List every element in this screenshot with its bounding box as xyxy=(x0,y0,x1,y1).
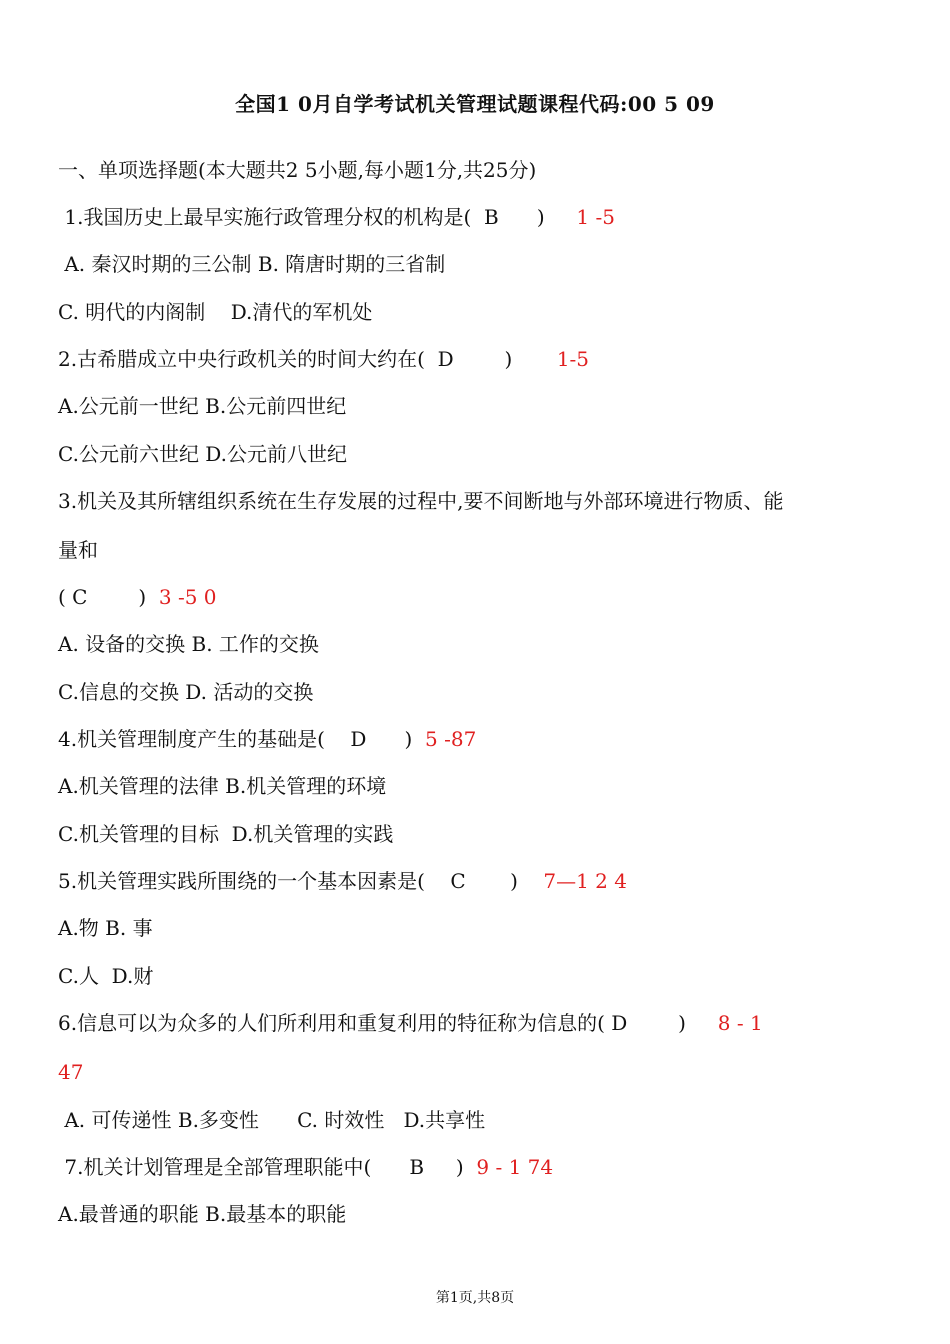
section-heading: 一、单项选择题(本大题共2 5小题,每小题1分,共25分) xyxy=(58,158,537,182)
question-2-options-b: C.公元前六世纪 D.公元前八世纪 xyxy=(58,442,347,466)
question-1 xyxy=(58,203,615,231)
question-1-options-a: A. 秦汉时期的三公制 B. 隋唐时期的三省制 xyxy=(58,252,446,276)
bracket: ) xyxy=(453,347,557,371)
question-5-options-a: A.物 B. 事 xyxy=(58,916,153,940)
reference-mark: 5 -87 xyxy=(425,727,477,751)
question-text: 5.机关管理实践所围绕的一个基本因素是( xyxy=(58,869,451,893)
bracket: ) xyxy=(465,869,544,893)
question-3-answer-line xyxy=(58,583,217,611)
question-text: 4.机关管理制度产生的基础是( xyxy=(58,727,351,751)
question-6 xyxy=(58,1009,763,1037)
question-2 xyxy=(58,345,589,373)
question-3: 3.机关及其所辖组织系统在生存发展的过程中,要不间断地与外部环境进行物质、能 xyxy=(58,489,784,513)
question-4 xyxy=(58,725,476,753)
question-2-options-a: A.公元前一世纪 B.公元前四世纪 xyxy=(58,394,347,418)
bracket: ) xyxy=(498,205,577,229)
reference-mark: 1-5 xyxy=(556,347,590,371)
bracket: ( xyxy=(58,585,73,609)
answer: B xyxy=(409,1155,425,1179)
question-5 xyxy=(58,867,627,895)
question-3-continued: 量和 xyxy=(58,538,98,562)
bracket: ) xyxy=(627,1011,718,1035)
answer: D xyxy=(350,727,367,751)
bracket: ) xyxy=(366,727,426,751)
question-text: 7.机关计划管理是全部管理职能中( xyxy=(58,1155,410,1179)
question-6-options: A. 可传递性 B.多变性 C. 时效性 D.共享性 xyxy=(58,1108,486,1132)
reference-mark: 8 - 1 xyxy=(717,1011,763,1035)
question-4-options-a: A.机关管理的法律 B.机关管理的环境 xyxy=(58,774,387,798)
question-text: 6.信息可以为众多的人们所利用和重复利用的特征称为信息的( xyxy=(58,1011,612,1035)
document-title: 全国1 0月自学考试机关管理试题课程代码:00 5 09 xyxy=(235,92,715,116)
question-7 xyxy=(58,1153,553,1181)
question-text: 2.古希腊成立中央行政机关的时间大约在( xyxy=(58,347,438,371)
answer: C xyxy=(450,869,466,893)
answer: D xyxy=(611,1011,628,1035)
question-1-options-b: C. 明代的内阁制 D.清代的军机处 xyxy=(58,300,373,324)
question-4-options-b: C.机关管理的目标 D.机关管理的实践 xyxy=(58,822,394,846)
answer: D xyxy=(437,347,454,371)
question-text: 1.我国历史上最早实施行政管理分权的机构是( xyxy=(58,205,484,229)
reference-mark: 3 -5 0 xyxy=(158,585,217,609)
page-footer: 第1页,共8页 xyxy=(435,1290,515,1306)
question-7-options-a: A.最普通的职能 B.最基本的职能 xyxy=(58,1202,347,1226)
question-3-options-b: C.信息的交换 D. 活动的交换 xyxy=(58,680,314,704)
bracket: ) xyxy=(424,1155,477,1179)
question-3-options-a: A. 设备的交换 B. 工作的交换 xyxy=(58,632,319,656)
answer: B xyxy=(483,205,499,229)
question-6-reference-continued: 47 xyxy=(58,1060,84,1084)
reference-mark: 7—1 2 4 xyxy=(543,869,627,893)
answer: C xyxy=(72,585,88,609)
reference-mark: 1 -5 xyxy=(576,205,615,229)
bracket: ) xyxy=(87,585,159,609)
question-5-options-b: C.人 D.财 xyxy=(58,964,154,988)
reference-mark: 9 - 1 74 xyxy=(476,1155,554,1179)
